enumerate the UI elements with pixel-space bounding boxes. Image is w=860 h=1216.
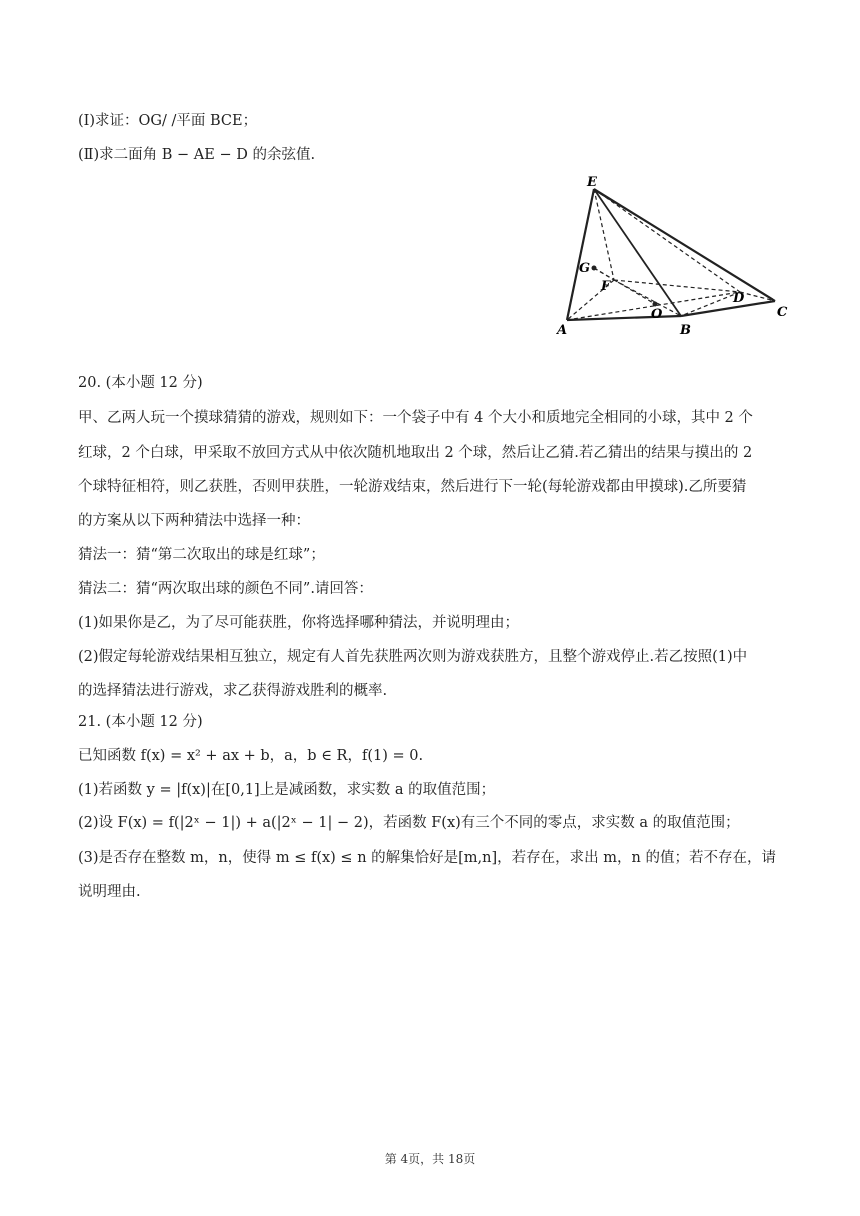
q19-part2: (Ⅱ)求二面角 B − AE − D 的余弦值.	[78, 147, 316, 163]
q20-line-9: 的选择猜法进行游戏，求乙获得游戏胜利的概率.	[78, 683, 388, 699]
label-g: G	[579, 261, 591, 276]
q21-line-3: (2)设 F(x) = f(|2ˣ − 1|) + a(|2ˣ − 1| − 2)，若函数 F(x)有三个不同的零点，求实数 a 的取值范围；	[78, 815, 740, 831]
q21-heading: 21. (本小题 12 分)	[78, 714, 203, 730]
q20-line-1: 甲、乙两人玩一个摸球猜猜的游戏，规则如下：一个袋子中有 4 个大小和质地完全相同的小球，其中 2 个	[78, 410, 753, 426]
q21-line-4: (3)是否存在整数 m，n，使得 m ≤ f(x) ≤ n 的解集恰好是[m,n]，若存在，求出 m，n 的值；若不存在，请	[78, 850, 776, 866]
label-c: C	[777, 305, 788, 320]
q21-line-5: 说明理由.	[78, 884, 141, 900]
label-o: O	[651, 307, 663, 322]
q21-line-2: (1)若函数 y = |f(x)|在[0,1]上是减函数，求实数 a 的取值范围；	[78, 782, 496, 798]
label-f: F	[601, 279, 611, 294]
point-g	[592, 266, 597, 271]
q20-line-3: 个球特征相符，则乙获胜，否则甲获胜，一轮游戏结束，然后进行下一轮(每轮游戏都由甲摸球).乙所要猜	[78, 479, 747, 495]
label-b: B	[680, 323, 691, 338]
q20-line-7: (1)如果你是乙，为了尽可能获胜，你将选择哪种猜法，并说明理由；	[78, 615, 520, 631]
q20-line-2: 红球，2 个白球，甲采取不放回方式从中依次随机地取出 2 个球，然后让乙猜.若乙猜出的结果与摸出的 2	[78, 445, 753, 461]
point-o	[653, 302, 658, 307]
geometry-figure	[552, 170, 792, 340]
q20-line-6: 猜法二：猜“两次取出球的颜色不同”.请回答：	[78, 581, 373, 597]
q21-line-1: 已知函数 f(x) = x² + ax + b，a，b ∈ R，f(1) = 0.	[78, 748, 424, 764]
q20-heading: 20. (本小题 12 分)	[78, 375, 203, 391]
label-e: E	[587, 175, 597, 190]
q20-line-8: (2)假定每轮游戏结果相互独立，规定有人首先获胜两次则为游戏获胜方，且整个游戏停止.若乙按照(1)中	[78, 649, 748, 665]
label-a: A	[557, 323, 568, 338]
q20-line-4: 的方案从以下两种猜法中选择一种：	[78, 513, 310, 529]
page-footer: 第 4页，共 18页	[384, 1152, 476, 1166]
label-d: D	[733, 291, 745, 306]
q19-part1: (Ⅰ)求证：OG/ /平面 BCE；	[78, 113, 258, 129]
q20-line-5: 猜法一：猜“第二次取出的球是红球”；	[78, 547, 325, 563]
